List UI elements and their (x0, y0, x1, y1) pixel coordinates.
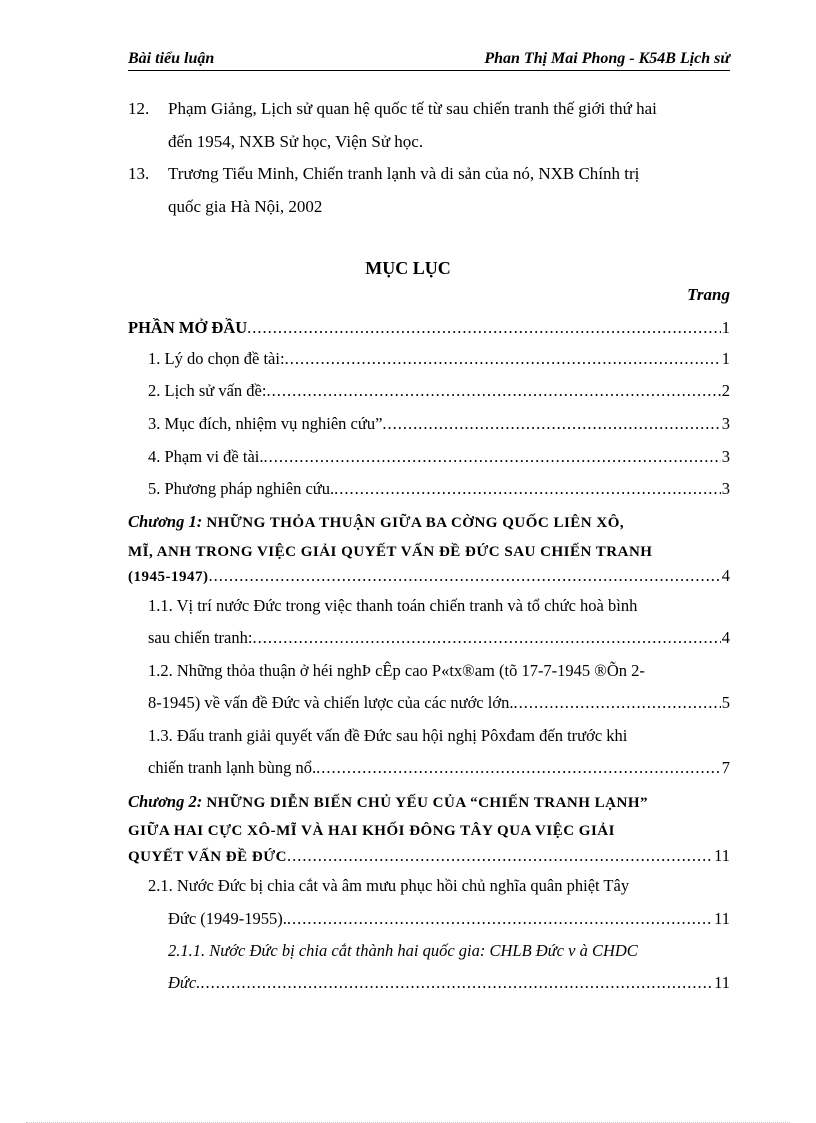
toc-leader (263, 447, 720, 467)
toc-title: MỤC LỤC (365, 258, 451, 278)
toc-entry[interactable] (148, 447, 730, 467)
toc-page-heading: Trang (687, 285, 730, 304)
reference-number: 13. (128, 164, 150, 183)
toc-page-number: 3 (721, 447, 730, 466)
toc-entry-label: 1.3. Đấu tranh giải quyết vấn đề Đức sau hội nghị Pôxđam đến trước khi (148, 726, 628, 745)
chapter-prefix: Chương 1: (128, 512, 203, 531)
toc-page-number: 4 (721, 628, 730, 647)
chapter-2-heading[interactable] (128, 792, 648, 812)
chapter-2-entry[interactable] (128, 846, 730, 866)
toc-entry-label: 1.2. Những thỏa thuận ở héi nghÞ cÊp cao P«tx®am (tõ 17-7-1945 ®Õn 2- (148, 661, 645, 680)
toc-page-number: 3 (721, 414, 730, 433)
chapter-title-line: QUYẾT VẤN ĐỀ ĐỨC (128, 849, 287, 865)
toc-entry-intro[interactable] (128, 318, 730, 338)
reference-line: đến 1954, NXB Sử học, Viện Sử học. (168, 132, 424, 151)
toc-entry-label: sau chiến tranh: (148, 628, 253, 647)
toc-leader (513, 693, 720, 713)
toc-page-number: 11 (714, 973, 730, 992)
toc-page-number: 1 (721, 349, 730, 368)
reference-13 (128, 157, 730, 223)
chapter-title-line: GIỮA HAI CỰC XÔ-MĨ VÀ HAI KHỐI ĐÔNG TÂY QUA VIỆC GIẢI (128, 823, 615, 839)
header-left: Bài tiểu luận (128, 50, 215, 67)
reference-number: 12. (128, 99, 150, 118)
toc-subentry[interactable] (168, 973, 730, 993)
toc-page-number: 7 (721, 758, 730, 777)
toc-entry[interactable] (148, 381, 730, 401)
toc-entry-label: chiến tranh lạnh bùng nổ. (148, 758, 317, 777)
reference-line: quốc gia Hà Nội, 2002 (168, 197, 323, 216)
toc-entry-label: 4. Phạm vi đề tài. (148, 447, 264, 466)
toc-leader (252, 628, 720, 648)
toc-entry[interactable] (148, 414, 730, 434)
toc-entry-label: 5. Phương pháp nghiên cứu. (148, 479, 335, 498)
toc-leader (316, 758, 721, 778)
toc-entry-label: 1.1. Vị trí nước Đức trong việc thanh toán chiến tranh và tổ chức hoà bình (148, 596, 638, 615)
toc-page-number: 1 (721, 318, 730, 337)
reference-12 (128, 92, 730, 158)
toc-entry-label: Đức. (168, 973, 201, 992)
reference-line: Phạm Giảng, Lịch sử quan hệ quốc tế từ sau chiến tranh thế giới thứ hai (168, 99, 657, 118)
toc-subentry-label: 2.1.1. Nước Đức bị chia cắt thành hai quốc gia: CHLB Đức v à CHDC (168, 941, 638, 960)
toc-entry[interactable] (148, 479, 730, 499)
toc-entry-label: Đức (1949-1955). (168, 909, 287, 928)
toc-entry-label: 3. Mục đích, nhiệm vụ nghiên cứu” (148, 414, 383, 433)
page-header (128, 46, 730, 71)
toc-leader (285, 349, 721, 369)
toc-leader (287, 846, 713, 866)
toc-leader (266, 381, 720, 401)
chapter-1-entry[interactable] (128, 566, 730, 586)
chapter-title-line: MĨ, ANH TRONG VIỆC GIẢI QUYẾT VẤN ĐỀ ĐỨC SAU CHIẾN TRANH (128, 544, 653, 560)
toc-entry-label: 2.1. Nước Đức bị chia cắt và âm mưu phục hồi chủ nghĩa quân phiệt Tây (148, 876, 630, 895)
chapter-title-line: NHỮNG THỎA THUẬN GIỮA BA CỜNG QUỐC LIÊN XÔ, (206, 515, 625, 531)
toc-entry[interactable] (148, 758, 730, 778)
toc-leader (287, 909, 713, 929)
chapter-title-line: (1945-1947) (128, 569, 209, 585)
toc-page-number: 5 (721, 693, 730, 712)
toc-entry[interactable] (148, 349, 730, 369)
toc-entry[interactable] (148, 693, 730, 713)
chapter-1-heading[interactable] (128, 512, 624, 532)
toc-page-number: 3 (721, 479, 730, 498)
toc-entry-label: 2. Lịch sử vấn đề: (148, 381, 267, 400)
toc-entry-label: 8-1945) về vấn đề Đức và chiến lược của các nước lớn. (148, 693, 514, 712)
toc-page-number: 11 (714, 846, 730, 865)
toc-leader (200, 973, 713, 993)
toc-entry-label: 1. Lý do chọn đề tài: (148, 349, 285, 368)
toc-entry[interactable] (148, 628, 730, 648)
toc-leader (382, 414, 720, 434)
toc-page-number: 2 (721, 381, 730, 400)
toc-leader (334, 479, 721, 499)
toc-leader (209, 566, 721, 586)
chapter-title-line: NHỮNG DIỄN BIẾN CHỦ YẾU CỦA “CHIẾN TRANH LẠNH” (206, 795, 648, 811)
header-right: Phan Thị Mai Phong - K54B Lịch sử (484, 50, 730, 67)
toc-leader (247, 318, 721, 338)
toc-entry-label: PHẦN MỞ ĐẦU (128, 318, 248, 337)
chapter-prefix: Chương 2: (128, 792, 203, 811)
toc-page-number: 11 (714, 909, 730, 928)
reference-line: Trương Tiểu Minh, Chiến tranh lạnh và di sản của nó, NXB Chính trị (168, 164, 640, 183)
toc-entry[interactable] (168, 909, 730, 929)
toc-page-number: 4 (721, 566, 730, 585)
